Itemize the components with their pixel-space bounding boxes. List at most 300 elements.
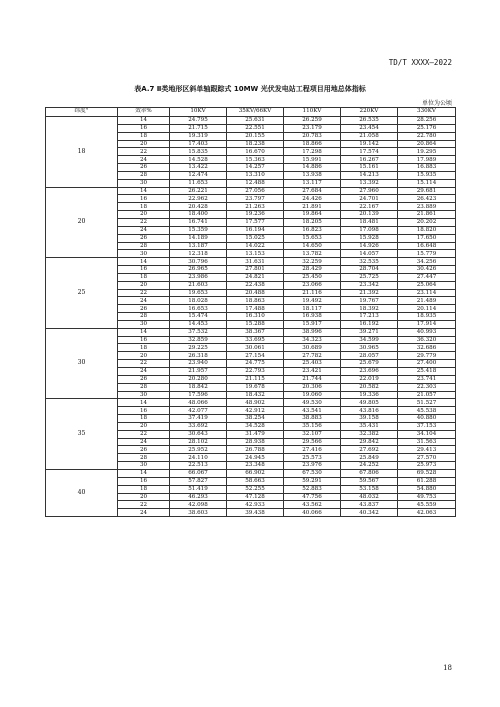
value-10kv-cell: 48.066 bbox=[170, 399, 227, 407]
efficiency-cell: 18 bbox=[118, 132, 170, 140]
efficiency-cell: 24 bbox=[118, 226, 170, 234]
value-35kv-66kv-cell: 19.678 bbox=[227, 383, 284, 391]
value-220kv-cell: 17.574 bbox=[341, 148, 398, 156]
value-330kv-cell: 23.114 bbox=[398, 289, 456, 297]
value-10kv-cell: 18.842 bbox=[170, 383, 227, 391]
table-row bbox=[46, 469, 456, 477]
efficiency-cell: 22 bbox=[118, 289, 170, 297]
value-10kv-cell: 23.986 bbox=[170, 273, 227, 281]
value-220kv-cell: 13.392 bbox=[341, 179, 398, 187]
value-10kv-cell: 24.795 bbox=[170, 117, 227, 125]
efficiency-cell: 30 bbox=[118, 320, 170, 328]
value-35kv-66kv-cell: 20.488 bbox=[227, 289, 284, 297]
value-110kv-cell: 19.492 bbox=[284, 297, 341, 305]
efficiency-cell: 14 bbox=[118, 469, 170, 477]
value-10kv-cell: 26.221 bbox=[170, 187, 227, 195]
value-330kv-cell: 29.681 bbox=[398, 187, 456, 195]
value-35kv-66kv-cell: 42.933 bbox=[227, 501, 284, 509]
value-35kv-66kv-cell: 24.821 bbox=[227, 273, 284, 281]
value-220kv-cell: 16.267 bbox=[341, 156, 398, 164]
value-35kv-66kv-cell: 27.154 bbox=[227, 352, 284, 360]
value-220kv-cell: 32.535 bbox=[341, 258, 398, 266]
value-35kv-66kv-cell: 31.479 bbox=[227, 430, 284, 438]
value-110kv-cell: 27.782 bbox=[284, 352, 341, 360]
value-220kv-cell: 27.692 bbox=[341, 446, 398, 454]
value-110kv-cell: 14.650 bbox=[284, 242, 341, 250]
efficiency-cell: 20 bbox=[118, 140, 170, 148]
value-220kv-cell: 19.142 bbox=[341, 140, 398, 148]
value-10kv-cell: 11.653 bbox=[170, 179, 227, 187]
value-220kv-cell: 22.167 bbox=[341, 203, 398, 211]
value-35kv-66kv-cell: 17.577 bbox=[227, 218, 284, 226]
value-330kv-cell: 27.570 bbox=[398, 454, 456, 462]
efficiency-cell: 30 bbox=[118, 250, 170, 258]
value-220kv-cell: 39.158 bbox=[341, 415, 398, 423]
value-35kv-66kv-cell: 24.945 bbox=[227, 454, 284, 462]
efficiency-cell: 28 bbox=[118, 454, 170, 462]
efficiency-cell: 24 bbox=[118, 438, 170, 446]
value-35kv-66kv-cell: 38.367 bbox=[227, 328, 284, 336]
value-330kv-cell: 27.400 bbox=[398, 360, 456, 368]
value-330kv-cell: 31.563 bbox=[398, 438, 456, 446]
value-10kv-cell: 42.098 bbox=[170, 501, 227, 509]
value-330kv-cell: 32.686 bbox=[398, 344, 456, 352]
value-220kv-cell: 18.481 bbox=[341, 218, 398, 226]
value-330kv-cell: 29.779 bbox=[398, 352, 456, 360]
value-110kv-cell: 27.684 bbox=[284, 187, 341, 195]
value-10kv-cell: 15.359 bbox=[170, 226, 227, 234]
value-330kv-cell: 15.779 bbox=[398, 250, 456, 258]
value-10kv-cell: 17.596 bbox=[170, 391, 227, 399]
value-110kv-cell: 40.066 bbox=[284, 509, 341, 517]
value-35kv-66kv-cell: 24.775 bbox=[227, 360, 284, 368]
value-330kv-cell: 45.559 bbox=[398, 501, 456, 509]
efficiency-cell: 26 bbox=[118, 234, 170, 242]
efficiency-cell: 18 bbox=[118, 273, 170, 281]
value-10kv-cell: 21.603 bbox=[170, 281, 227, 289]
value-110kv-cell: 49.530 bbox=[284, 399, 341, 407]
value-10kv-cell: 29.225 bbox=[170, 344, 227, 352]
value-35kv-66kv-cell: 18.863 bbox=[227, 297, 284, 305]
value-10kv-cell: 18.028 bbox=[170, 297, 227, 305]
value-35kv-66kv-cell: 19.236 bbox=[227, 211, 284, 219]
efficiency-cell: 28 bbox=[118, 242, 170, 250]
value-10kv-cell: 22.513 bbox=[170, 462, 227, 470]
value-35kv-66kv-cell: 38.254 bbox=[227, 415, 284, 423]
value-220kv-cell: 16.192 bbox=[341, 320, 398, 328]
value-220kv-cell: 23.342 bbox=[341, 281, 398, 289]
efficiency-cell: 18 bbox=[118, 344, 170, 352]
value-330kv-cell: 23.741 bbox=[398, 375, 456, 383]
value-330kv-cell: 21.489 bbox=[398, 297, 456, 305]
value-330kv-cell: 45.538 bbox=[398, 407, 456, 415]
value-220kv-cell: 14.926 bbox=[341, 242, 398, 250]
efficiency-cell: 16 bbox=[118, 477, 170, 485]
efficiency-cell: 30 bbox=[118, 391, 170, 399]
value-330kv-cell: 15.114 bbox=[398, 179, 456, 187]
efficiency-cell: 30 bbox=[118, 179, 170, 187]
efficiency-cell: 24 bbox=[118, 156, 170, 164]
value-330kv-cell: 20.202 bbox=[398, 218, 456, 226]
value-10kv-cell: 15.474 bbox=[170, 313, 227, 321]
efficiency-cell: 26 bbox=[118, 164, 170, 172]
table-row bbox=[46, 258, 456, 266]
value-110kv-cell: 43.541 bbox=[284, 407, 341, 415]
efficiency-cell: 14 bbox=[118, 328, 170, 336]
value-35kv-66kv-cell: 28.938 bbox=[227, 438, 284, 446]
value-110kv-cell: 52.883 bbox=[284, 485, 341, 493]
value-330kv-cell: 20.114 bbox=[398, 305, 456, 313]
value-110kv-cell: 25.403 bbox=[284, 360, 341, 368]
value-110kv-cell: 27.416 bbox=[284, 446, 341, 454]
value-35kv-66kv-cell: 22.438 bbox=[227, 281, 284, 289]
value-10kv-cell: 46.293 bbox=[170, 493, 227, 501]
value-35kv-66kv-cell: 20.155 bbox=[227, 132, 284, 140]
value-35kv-66kv-cell: 13.310 bbox=[227, 171, 284, 179]
value-220kv-cell: 30.965 bbox=[341, 344, 398, 352]
value-10kv-cell: 26.965 bbox=[170, 266, 227, 274]
value-10kv-cell: 23.940 bbox=[170, 360, 227, 368]
value-330kv-cell: 16.648 bbox=[398, 242, 456, 250]
value-110kv-cell: 29.566 bbox=[284, 438, 341, 446]
value-330kv-cell: 69.528 bbox=[398, 469, 456, 477]
value-110kv-cell: 23.066 bbox=[284, 281, 341, 289]
value-330kv-cell: 29.413 bbox=[398, 446, 456, 454]
efficiency-cell: 20 bbox=[118, 422, 170, 430]
value-220kv-cell: 15.928 bbox=[341, 234, 398, 242]
table-title: 表A.7 Ⅱ类地形区斜单轴跟踪式 10MW 光伏发电站工程项目用地总体指标 bbox=[134, 85, 366, 93]
value-35kv-66kv-cell: 12.488 bbox=[227, 179, 284, 187]
col-header-latitude: 纬度° bbox=[46, 108, 118, 117]
value-220kv-cell: 28.704 bbox=[341, 266, 398, 274]
value-35kv-66kv-cell: 26.788 bbox=[227, 446, 284, 454]
efficiency-cell: 20 bbox=[118, 493, 170, 501]
value-220kv-cell: 19.336 bbox=[341, 391, 398, 399]
value-10kv-cell: 18.400 bbox=[170, 211, 227, 219]
value-110kv-cell: 26.259 bbox=[284, 117, 341, 125]
value-330kv-cell: 28.256 bbox=[398, 117, 456, 125]
efficiency-cell: 24 bbox=[118, 297, 170, 305]
value-220kv-cell: 14.213 bbox=[341, 171, 398, 179]
value-330kv-cell: 25.973 bbox=[398, 462, 456, 470]
efficiency-cell: 14 bbox=[118, 187, 170, 195]
value-35kv-66kv-cell: 23.348 bbox=[227, 462, 284, 470]
value-10kv-cell: 14.189 bbox=[170, 234, 227, 242]
value-110kv-cell: 23.179 bbox=[284, 124, 341, 132]
value-330kv-cell: 34.256 bbox=[398, 258, 456, 266]
value-330kv-cell: 30.426 bbox=[398, 266, 456, 274]
value-330kv-cell: 51.527 bbox=[398, 399, 456, 407]
value-35kv-66kv-cell: 27.056 bbox=[227, 187, 284, 195]
efficiency-cell: 24 bbox=[118, 509, 170, 517]
value-220kv-cell: 19.767 bbox=[341, 297, 398, 305]
value-10kv-cell: 12.474 bbox=[170, 171, 227, 179]
value-10kv-cell: 38.603 bbox=[170, 509, 227, 517]
value-330kv-cell: 27.447 bbox=[398, 273, 456, 281]
value-35kv-66kv-cell: 23.797 bbox=[227, 195, 284, 203]
value-110kv-cell: 67.530 bbox=[284, 469, 341, 477]
value-220kv-cell: 24.701 bbox=[341, 195, 398, 203]
efficiency-cell: 26 bbox=[118, 446, 170, 454]
value-220kv-cell: 23.454 bbox=[341, 124, 398, 132]
value-35kv-66kv-cell: 17.488 bbox=[227, 305, 284, 313]
value-10kv-cell: 37.419 bbox=[170, 415, 227, 423]
value-35kv-66kv-cell: 33.695 bbox=[227, 336, 284, 344]
value-330kv-cell: 17.989 bbox=[398, 156, 456, 164]
efficiency-cell: 18 bbox=[118, 203, 170, 211]
value-35kv-66kv-cell: 58.663 bbox=[227, 477, 284, 485]
value-35kv-66kv-cell: 42.912 bbox=[227, 407, 284, 415]
value-220kv-cell: 25.725 bbox=[341, 273, 398, 281]
value-220kv-cell: 29.842 bbox=[341, 438, 398, 446]
value-110kv-cell: 20.306 bbox=[284, 383, 341, 391]
value-330kv-cell: 40.880 bbox=[398, 415, 456, 423]
value-110kv-cell: 43.562 bbox=[284, 501, 341, 509]
value-220kv-cell: 21.392 bbox=[341, 289, 398, 297]
value-110kv-cell: 16.938 bbox=[284, 313, 341, 321]
value-330kv-cell: 34.104 bbox=[398, 430, 456, 438]
value-220kv-cell: 25.679 bbox=[341, 360, 398, 368]
value-110kv-cell: 32.107 bbox=[284, 430, 341, 438]
value-330kv-cell: 36.320 bbox=[398, 336, 456, 344]
efficiency-cell: 24 bbox=[118, 368, 170, 376]
value-330kv-cell: 54.880 bbox=[398, 485, 456, 493]
col-header-10kv: 10KV bbox=[170, 108, 227, 117]
col-header-110kv: 110KV bbox=[284, 108, 341, 117]
value-220kv-cell: 17.098 bbox=[341, 226, 398, 234]
land-use-index-table bbox=[45, 107, 456, 517]
value-35kv-66kv-cell: 48.902 bbox=[227, 399, 284, 407]
efficiency-cell: 16 bbox=[118, 124, 170, 132]
value-10kv-cell: 15.835 bbox=[170, 148, 227, 156]
value-330kv-cell: 42.063 bbox=[398, 509, 456, 517]
value-35kv-66kv-cell: 47.128 bbox=[227, 493, 284, 501]
value-10kv-cell: 19.653 bbox=[170, 289, 227, 297]
efficiency-cell: 14 bbox=[118, 117, 170, 125]
value-10kv-cell: 22.962 bbox=[170, 195, 227, 203]
value-35kv-66kv-cell: 22.551 bbox=[227, 124, 284, 132]
value-330kv-cell: 17.914 bbox=[398, 320, 456, 328]
efficiency-cell: 18 bbox=[118, 415, 170, 423]
efficiency-cell: 20 bbox=[118, 281, 170, 289]
col-header-efficiency: 效率% bbox=[118, 108, 170, 117]
value-110kv-cell: 15.991 bbox=[284, 156, 341, 164]
value-35kv-66kv-cell: 30.061 bbox=[227, 344, 284, 352]
value-10kv-cell: 32.859 bbox=[170, 336, 227, 344]
value-10kv-cell: 16.741 bbox=[170, 218, 227, 226]
efficiency-cell: 22 bbox=[118, 501, 170, 509]
value-220kv-cell: 15.161 bbox=[341, 164, 398, 172]
value-110kv-cell: 24.426 bbox=[284, 195, 341, 203]
value-35kv-66kv-cell: 21.115 bbox=[227, 375, 284, 383]
value-35kv-66kv-cell: 18.432 bbox=[227, 391, 284, 399]
value-220kv-cell: 20.582 bbox=[341, 383, 398, 391]
value-220kv-cell: 53.158 bbox=[341, 485, 398, 493]
value-110kv-cell: 35.156 bbox=[284, 422, 341, 430]
efficiency-cell: 22 bbox=[118, 218, 170, 226]
value-220kv-cell: 32.382 bbox=[341, 430, 398, 438]
value-220kv-cell: 14.057 bbox=[341, 250, 398, 258]
document-code: TD/T XXXX—2022 bbox=[388, 58, 452, 67]
col-header-330kv: 330KV bbox=[398, 108, 456, 117]
value-35kv-66kv-cell: 14.257 bbox=[227, 164, 284, 172]
efficiency-cell: 16 bbox=[118, 336, 170, 344]
efficiency-cell: 22 bbox=[118, 148, 170, 156]
value-10kv-cell: 25.952 bbox=[170, 446, 227, 454]
efficiency-cell: 16 bbox=[118, 266, 170, 274]
value-110kv-cell: 21.744 bbox=[284, 375, 341, 383]
value-35kv-66kv-cell: 22.793 bbox=[227, 368, 284, 376]
value-110kv-cell: 47.756 bbox=[284, 493, 341, 501]
efficiency-cell: 28 bbox=[118, 383, 170, 391]
value-220kv-cell: 25.849 bbox=[341, 454, 398, 462]
value-35kv-66kv-cell: 27.801 bbox=[227, 266, 284, 274]
value-35kv-66kv-cell: 15.363 bbox=[227, 156, 284, 164]
value-35kv-66kv-cell: 16.194 bbox=[227, 226, 284, 234]
value-220kv-cell: 27.960 bbox=[341, 187, 398, 195]
efficiency-cell: 28 bbox=[118, 171, 170, 179]
value-10kv-cell: 14.453 bbox=[170, 320, 227, 328]
value-220kv-cell: 20.139 bbox=[341, 211, 398, 219]
value-110kv-cell: 21.116 bbox=[284, 289, 341, 297]
value-35kv-66kv-cell: 16.670 bbox=[227, 148, 284, 156]
value-220kv-cell: 24.252 bbox=[341, 462, 398, 470]
table-row bbox=[46, 187, 456, 195]
value-35kv-66kv-cell: 15.025 bbox=[227, 234, 284, 242]
latitude-cell: 35 bbox=[46, 399, 118, 470]
latitude-cell: 25 bbox=[46, 258, 118, 329]
value-330kv-cell: 49.753 bbox=[398, 493, 456, 501]
value-330kv-cell: 61.288 bbox=[398, 477, 456, 485]
latitude-cell: 20 bbox=[46, 187, 118, 258]
value-110kv-cell: 14.886 bbox=[284, 164, 341, 172]
efficiency-cell: 14 bbox=[118, 399, 170, 407]
value-330kv-cell: 37.153 bbox=[398, 422, 456, 430]
efficiency-cell: 28 bbox=[118, 313, 170, 321]
value-110kv-cell: 15.917 bbox=[284, 320, 341, 328]
table-row bbox=[46, 328, 456, 336]
value-10kv-cell: 17.403 bbox=[170, 140, 227, 148]
value-330kv-cell: 20.864 bbox=[398, 140, 456, 148]
efficiency-cell: 20 bbox=[118, 352, 170, 360]
value-10kv-cell: 24.110 bbox=[170, 454, 227, 462]
value-10kv-cell: 26.318 bbox=[170, 352, 227, 360]
value-110kv-cell: 15.653 bbox=[284, 234, 341, 242]
value-35kv-66kv-cell: 21.263 bbox=[227, 203, 284, 211]
value-10kv-cell: 33.692 bbox=[170, 422, 227, 430]
value-110kv-cell: 19.864 bbox=[284, 211, 341, 219]
value-10kv-cell: 42.077 bbox=[170, 407, 227, 415]
value-220kv-cell: 59.567 bbox=[341, 477, 398, 485]
value-110kv-cell: 18.866 bbox=[284, 140, 341, 148]
value-110kv-cell: 16.823 bbox=[284, 226, 341, 234]
value-35kv-66kv-cell: 14.022 bbox=[227, 242, 284, 250]
value-220kv-cell: 67.806 bbox=[341, 469, 398, 477]
value-35kv-66kv-cell: 52.255 bbox=[227, 485, 284, 493]
efficiency-cell: 26 bbox=[118, 375, 170, 383]
value-35kv-66kv-cell: 66.902 bbox=[227, 469, 284, 477]
value-35kv-66kv-cell: 13.153 bbox=[227, 250, 284, 258]
value-10kv-cell: 13.187 bbox=[170, 242, 227, 250]
value-10kv-cell: 28.102 bbox=[170, 438, 227, 446]
value-110kv-cell: 23.976 bbox=[284, 462, 341, 470]
value-220kv-cell: 49.805 bbox=[341, 399, 398, 407]
value-330kv-cell: 25.064 bbox=[398, 281, 456, 289]
value-10kv-cell: 30.643 bbox=[170, 430, 227, 438]
value-110kv-cell: 13.117 bbox=[284, 179, 341, 187]
value-35kv-66kv-cell: 18.238 bbox=[227, 140, 284, 148]
value-220kv-cell: 17.213 bbox=[341, 313, 398, 321]
table-header-row bbox=[46, 108, 456, 117]
value-220kv-cell: 26.535 bbox=[341, 117, 398, 125]
value-10kv-cell: 19.319 bbox=[170, 132, 227, 140]
col-header-35kv-66kv: 35KV/66KV bbox=[227, 108, 284, 117]
value-10kv-cell: 20.280 bbox=[170, 375, 227, 383]
value-10kv-cell: 20.428 bbox=[170, 203, 227, 211]
value-110kv-cell: 13.782 bbox=[284, 250, 341, 258]
efficiency-cell: 18 bbox=[118, 485, 170, 493]
table-row bbox=[46, 399, 456, 407]
value-330kv-cell: 21.861 bbox=[398, 211, 456, 219]
value-330kv-cell: 22.303 bbox=[398, 383, 456, 391]
value-10kv-cell: 21.957 bbox=[170, 368, 227, 376]
efficiency-cell: 20 bbox=[118, 211, 170, 219]
value-220kv-cell: 35.431 bbox=[341, 422, 398, 430]
table-body bbox=[46, 117, 456, 517]
value-330kv-cell: 16.883 bbox=[398, 164, 456, 172]
value-110kv-cell: 17.298 bbox=[284, 148, 341, 156]
efficiency-cell: 22 bbox=[118, 360, 170, 368]
efficiency-cell: 16 bbox=[118, 407, 170, 415]
efficiency-cell: 16 bbox=[118, 195, 170, 203]
value-110kv-cell: 18.117 bbox=[284, 305, 341, 313]
page-number: 18 bbox=[443, 664, 452, 672]
value-330kv-cell: 23.889 bbox=[398, 203, 456, 211]
value-330kv-cell: 18.820 bbox=[398, 226, 456, 234]
value-35kv-66kv-cell: 16.310 bbox=[227, 313, 284, 321]
value-10kv-cell: 66.067 bbox=[170, 469, 227, 477]
efficiency-cell: 22 bbox=[118, 430, 170, 438]
value-10kv-cell: 21.715 bbox=[170, 124, 227, 132]
value-110kv-cell: 20.783 bbox=[284, 132, 341, 140]
value-220kv-cell: 21.058 bbox=[341, 132, 398, 140]
value-220kv-cell: 43.837 bbox=[341, 501, 398, 509]
value-35kv-66kv-cell: 31.631 bbox=[227, 258, 284, 266]
table-row bbox=[46, 117, 456, 125]
value-330kv-cell: 17.650 bbox=[398, 234, 456, 242]
value-110kv-cell: 18.205 bbox=[284, 218, 341, 226]
value-110kv-cell: 25.450 bbox=[284, 273, 341, 281]
unit-label: 单位为公顷 bbox=[421, 100, 452, 107]
value-10kv-cell: 30.796 bbox=[170, 258, 227, 266]
value-110kv-cell: 34.323 bbox=[284, 336, 341, 344]
value-110kv-cell: 30.689 bbox=[284, 344, 341, 352]
value-220kv-cell: 34.599 bbox=[341, 336, 398, 344]
value-110kv-cell: 19.060 bbox=[284, 391, 341, 399]
value-330kv-cell: 40.993 bbox=[398, 328, 456, 336]
value-330kv-cell: 18.935 bbox=[398, 313, 456, 321]
value-220kv-cell: 28.057 bbox=[341, 352, 398, 360]
efficiency-cell: 14 bbox=[118, 258, 170, 266]
value-220kv-cell: 48.032 bbox=[341, 493, 398, 501]
value-10kv-cell: 16.653 bbox=[170, 305, 227, 313]
latitude-cell: 18 bbox=[46, 117, 118, 188]
value-110kv-cell: 21.891 bbox=[284, 203, 341, 211]
col-header-220kv: 220KV bbox=[341, 108, 398, 117]
value-110kv-cell: 23.421 bbox=[284, 368, 341, 376]
value-10kv-cell: 13.422 bbox=[170, 164, 227, 172]
latitude-cell: 40 bbox=[46, 469, 118, 516]
